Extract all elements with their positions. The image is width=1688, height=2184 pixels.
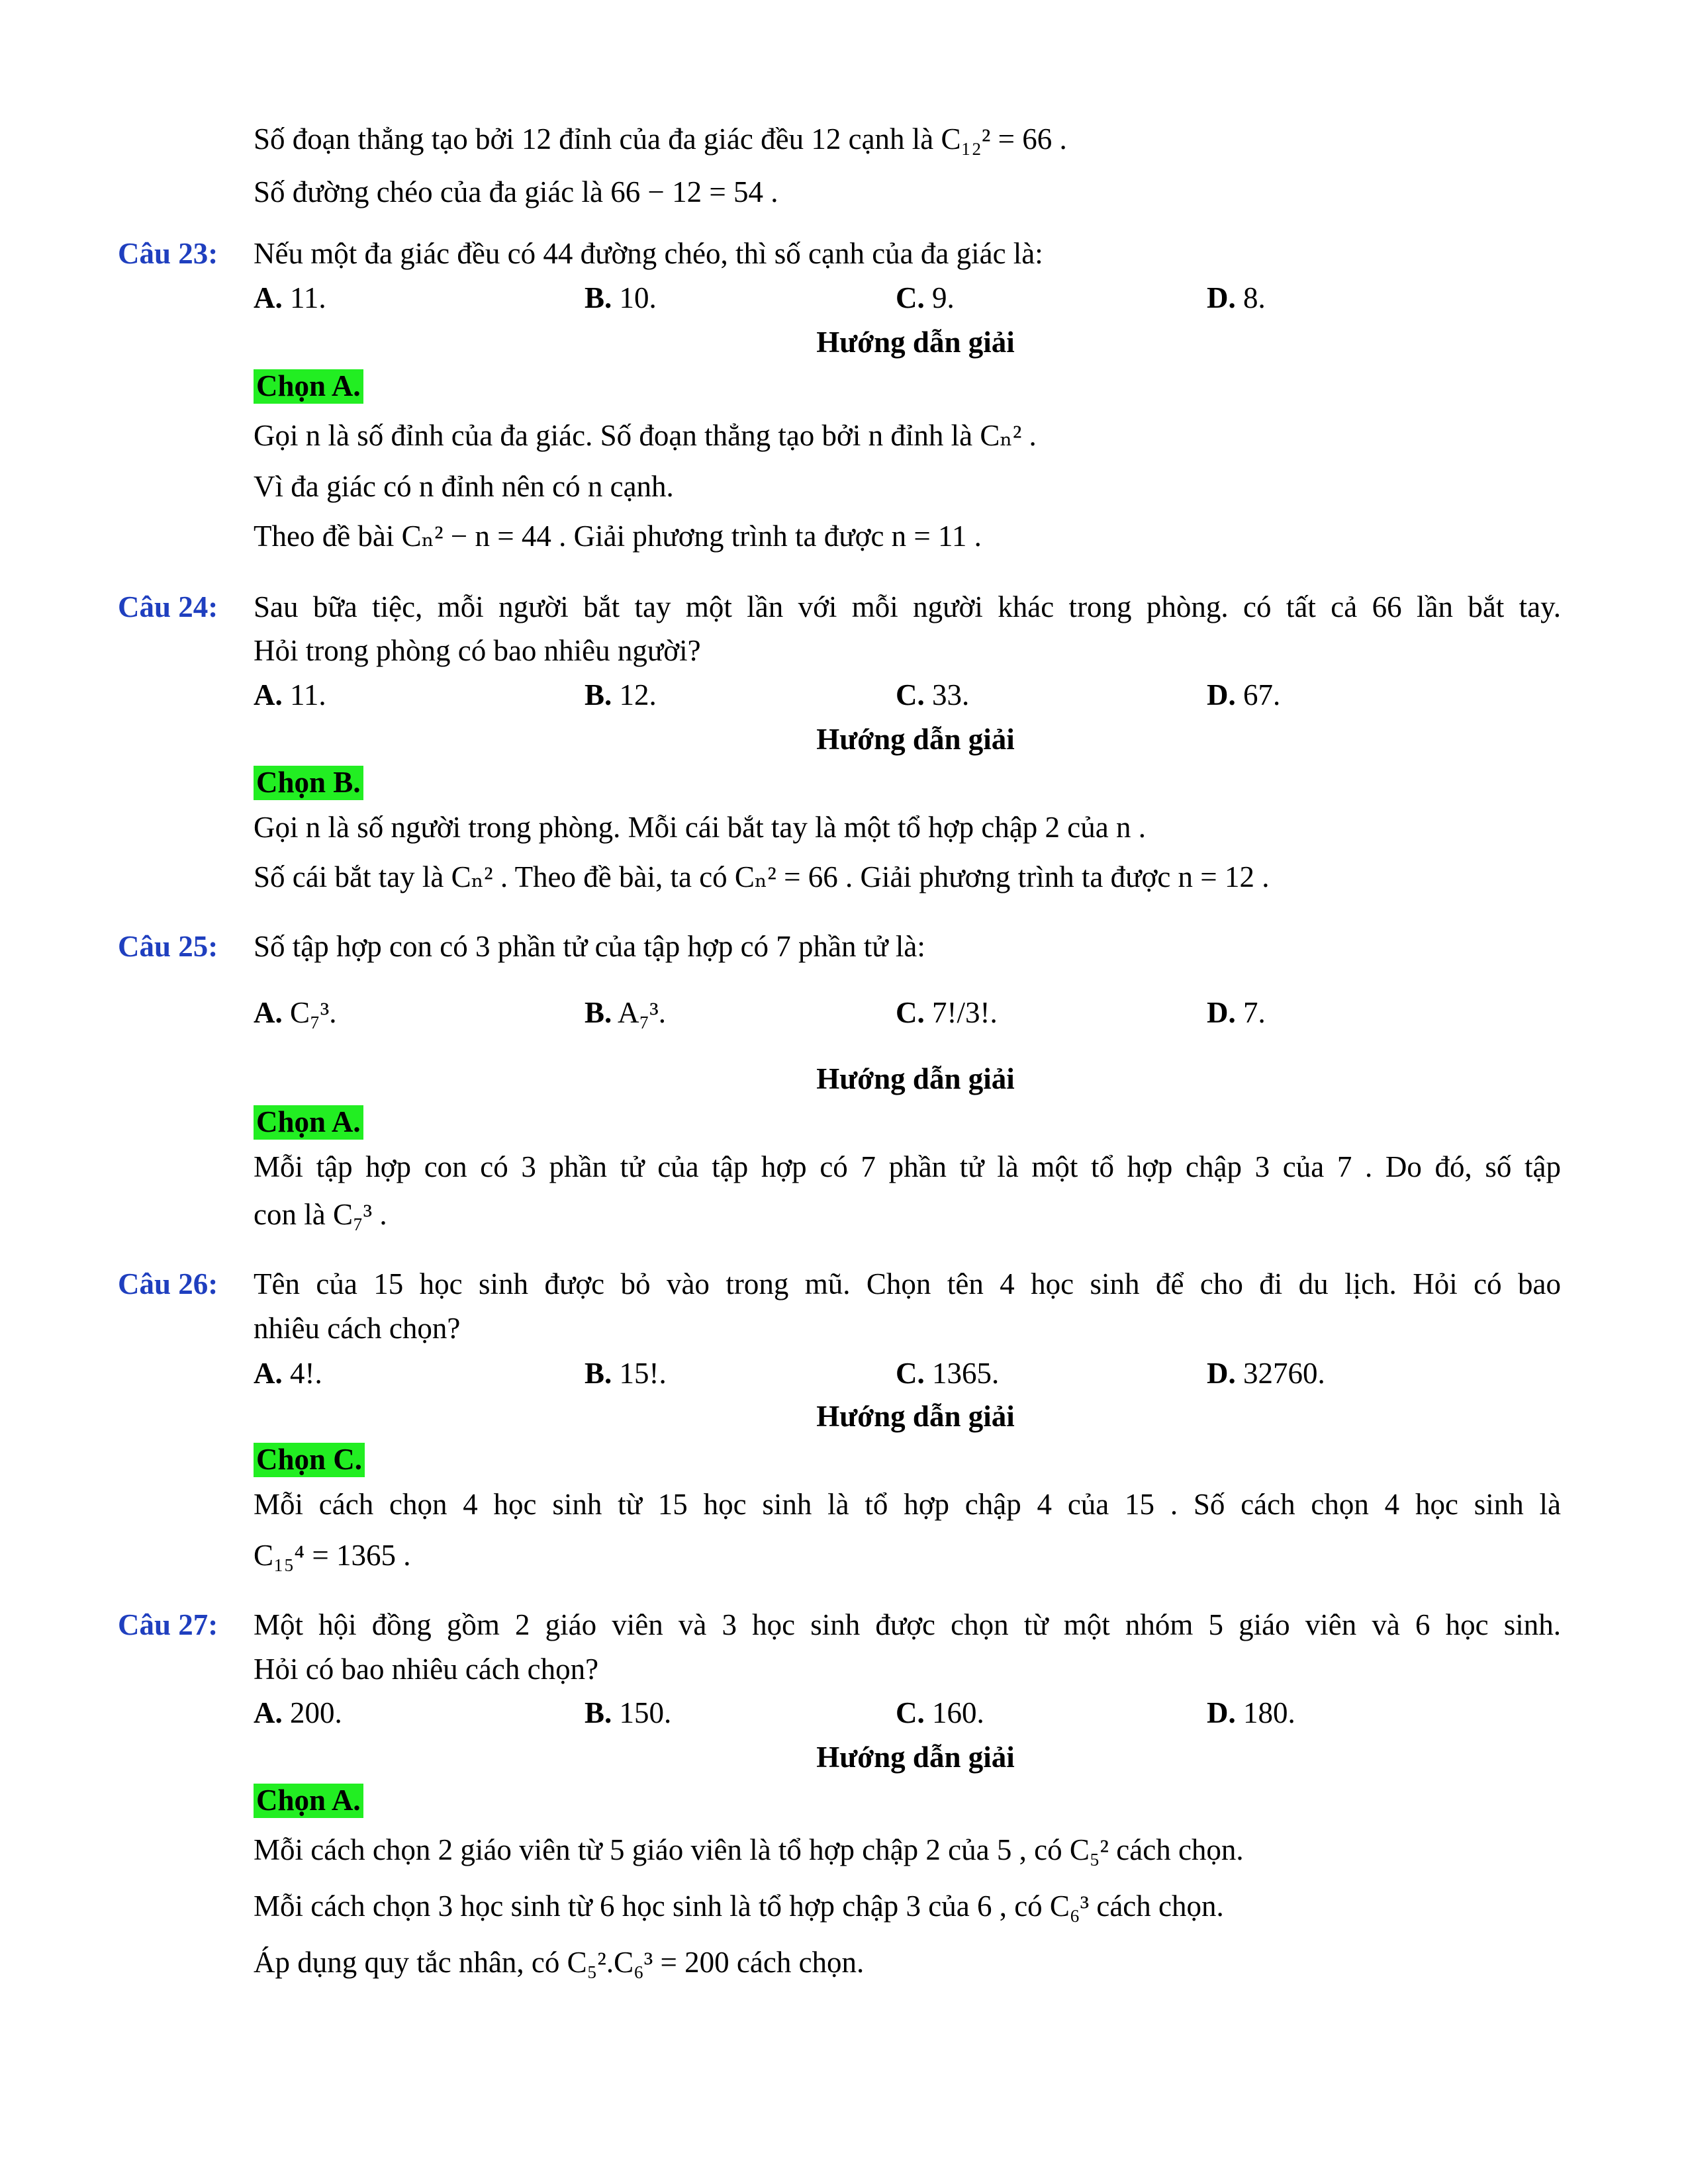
- solution-line: Mỗi cách chọn 4 học sinh từ 15 học sinh là tổ hợp chập 4 của 15 . Số cách chọn 4 học sinh là: [254, 1488, 1561, 1521]
- solution-line: Mỗi cách chọn 3 học sinh từ 6 học sinh là tổ hợp chập 3 của 6 , có C₆³ cách chọn.: [254, 1889, 1224, 1923]
- solution-heading: Hướng dẫn giải: [816, 1400, 1015, 1433]
- option-d: D. 7.: [1207, 996, 1266, 1029]
- question-text-24-cont: Hỏi trong phòng có bao nhiêu người?: [254, 634, 701, 667]
- solution-heading: Hướng dẫn giải: [816, 326, 1015, 359]
- solution-line: Theo đề bài Cₙ² − n = 44 . Giải phương trình ta được n = 11 .: [254, 520, 982, 553]
- question-text-27: Một hội đồng gồm 2 giáo viên và 3 học sinh được chọn từ một nhóm 5 giáo viên và 6 học sinh.: [254, 1608, 1561, 1641]
- option-a: A. 11.: [254, 678, 326, 711]
- option-d: D. 8.: [1207, 281, 1266, 314]
- question-label-24: Câu 24:: [118, 590, 218, 623]
- solution-line: Mỗi tập hợp con có 3 phần tử của tập hợp có 7 phần tử là một tổ hợp chập 3 của 7 . Do đó, số tập: [254, 1150, 1561, 1183]
- option-c: C. 160.: [896, 1696, 984, 1729]
- option-c: C. 1365.: [896, 1357, 1000, 1390]
- solution-line: Gọi n là số đỉnh của đa giác. Số đoạn thẳng tạo bởi n đỉnh là Cₙ² .: [254, 419, 1037, 452]
- option-c: C. 9.: [896, 281, 955, 314]
- answer-choice: Chọn B.: [254, 766, 363, 800]
- solution-line: Gọi n là số người trong phòng. Mỗi cái bắt tay là một tổ hợp chập 2 của n .: [254, 811, 1147, 844]
- option-c: C. 33.: [896, 678, 970, 711]
- option-a: A. 200.: [254, 1696, 342, 1729]
- question-label-27: Câu 27:: [118, 1608, 218, 1641]
- question-text-26: Tên của 15 học sinh được bỏ vào trong mũ. Chọn tên 4 học sinh để cho đi du lịch. Hỏi có bao: [254, 1267, 1561, 1300]
- intro-line-1: Số đoạn thẳng tạo bởi 12 đỉnh của đa giác đều 12 cạnh là C₁₂² = 66 .: [254, 122, 1067, 156]
- question-text-25: Số tập hợp con có 3 phần tử của tập hợp có 7 phần tử là:: [254, 930, 925, 963]
- question-label-23: Câu 23:: [118, 237, 218, 270]
- option-b: B. 10.: [585, 281, 657, 314]
- solution-line: Mỗi cách chọn 2 giáo viên từ 5 giáo viên là tổ hợp chập 2 của 5 , có C₅² cách chọn.: [254, 1833, 1244, 1866]
- option-a: A. 11.: [254, 281, 326, 314]
- option-d: D. 32760.: [1207, 1357, 1325, 1390]
- question-label-25: Câu 25:: [118, 930, 218, 963]
- question-text-26-cont: nhiêu cách chọn?: [254, 1312, 461, 1345]
- solution-heading: Hướng dẫn giải: [816, 1741, 1015, 1774]
- option-a: A. C₇³.: [254, 996, 337, 1029]
- solution-heading: Hướng dẫn giải: [816, 723, 1015, 756]
- solution-heading: Hướng dẫn giải: [816, 1062, 1015, 1095]
- answer-choice: Chọn C.: [254, 1443, 365, 1477]
- answer-choice: Chọn A.: [254, 1784, 363, 1818]
- option-c: C. 7!/3!.: [896, 996, 998, 1029]
- solution-line: C₁₅⁴ = 1365 .: [254, 1539, 411, 1572]
- option-b: B. 150.: [585, 1696, 672, 1729]
- answer-choice: Chọn A.: [254, 1105, 363, 1140]
- solution-line: con là C₇³ .: [254, 1198, 387, 1231]
- question-label-26: Câu 26:: [118, 1267, 218, 1300]
- option-b: B. 12.: [585, 678, 657, 711]
- question-text-27-cont: Hỏi có bao nhiêu cách chọn?: [254, 1653, 599, 1686]
- solution-line: Số cái bắt tay là Cₙ² . Theo đề bài, ta có Cₙ² = 66 . Giải phương trình ta được n = 12 .: [254, 860, 1270, 893]
- solution-line: Vì đa giác có n đỉnh nên có n cạnh.: [254, 470, 674, 503]
- intro-line-2: Số đường chéo của đa giác là 66 − 12 = 54 .: [254, 175, 778, 208]
- option-a: A. 4!.: [254, 1357, 322, 1390]
- option-b: B. A₇³.: [585, 996, 666, 1029]
- question-text-24: Sau bữa tiệc, mỗi người bắt tay một lần với mỗi người khác trong phòng. có tất cả 66 lần bắt tay.: [254, 590, 1561, 623]
- option-d: D. 180.: [1207, 1696, 1295, 1729]
- option-b: B. 15!.: [585, 1357, 667, 1390]
- option-d: D. 67.: [1207, 678, 1281, 711]
- answer-choice: Chọn A.: [254, 369, 363, 404]
- question-text-23: Nếu một đa giác đều có 44 đường chéo, thì số cạnh của đa giác là:: [254, 237, 1043, 270]
- solution-line: Áp dụng quy tắc nhân, có C₅².C₆³ = 200 cách chọn.: [254, 1946, 865, 1979]
